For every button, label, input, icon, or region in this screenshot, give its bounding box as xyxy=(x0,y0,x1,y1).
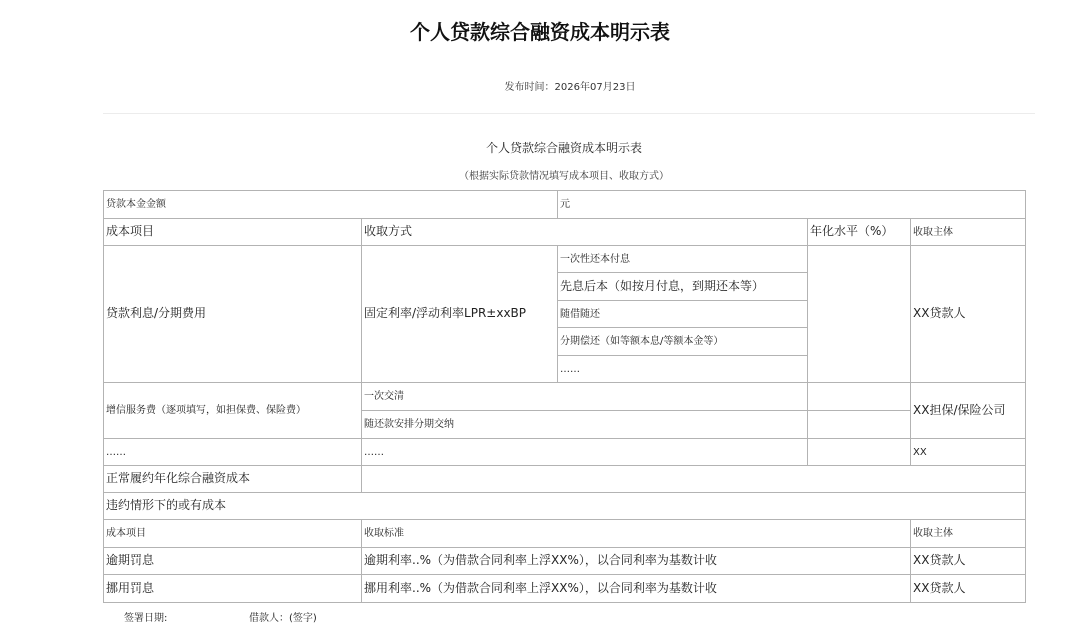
other-annual-rate xyxy=(808,439,911,466)
principal-unit: 元 xyxy=(558,191,1026,219)
penalty-item: 挪用罚息 xyxy=(104,575,362,603)
header-annual-rate: 年化水平（%） xyxy=(808,219,911,246)
page-title: 个人贷款综合融资成本明示表 xyxy=(410,20,670,44)
interest-label: 贷款利息/分期费用 xyxy=(104,246,362,383)
normal-cost-value xyxy=(362,466,1026,493)
interest-rate-type: 固定利率/浮动利率LPR±xxBP xyxy=(362,246,558,383)
credit-fee-option: 一次交清 xyxy=(362,383,808,411)
credit-fee-label: 增信服务费（逐项填写，如担保费、保险费） xyxy=(104,383,362,439)
repayment-option: 先息后本（如按月付息，到期还本等） xyxy=(558,273,808,301)
credit-fee-option: 随还款安排分期交纳 xyxy=(362,411,808,439)
other-method: …… xyxy=(362,439,808,466)
penalty-collector: XX贷款人 xyxy=(911,575,1026,603)
interest-annual-rate xyxy=(808,246,911,383)
credit-fee-collector: XX担保/保险公司 xyxy=(911,383,1026,439)
repayment-option: …… xyxy=(558,356,808,383)
header-cost-item: 成本项目 xyxy=(104,219,362,246)
contingent-header-standard: 收取标准 xyxy=(362,520,911,548)
contingent-cost-label: 违约情形下的或有成本 xyxy=(104,493,1026,520)
repayment-option: 分期偿还（如等额本息/等额本金等） xyxy=(558,328,808,356)
interest-collector: XX贷款人 xyxy=(911,246,1026,383)
repayment-option: 一次性还本付息 xyxy=(558,246,808,273)
other-collector: XX xyxy=(911,439,1026,466)
table-row xyxy=(104,219,1026,246)
table-row xyxy=(104,383,1026,411)
contingent-header-collector: 收取主体 xyxy=(911,520,1026,548)
normal-cost-label: 正常履约年化综合融资成本 xyxy=(104,466,362,493)
divider xyxy=(103,113,1035,114)
penalty-standard: 挪用利率..%（为借款合同利率上浮XX%），以合同利率为基数计收 xyxy=(362,575,911,603)
principal-label: 贷款本金金额 xyxy=(104,191,558,219)
table-row xyxy=(104,191,1026,219)
table-row xyxy=(104,466,1026,493)
table-row xyxy=(104,246,1026,273)
sign-date-label: 签署日期: xyxy=(124,613,168,624)
table-row xyxy=(104,575,1026,603)
penalty-standard: 逾期利率..%（为借款合同利率上浮XX%），以合同利率为基数计收 xyxy=(362,548,911,575)
table-row xyxy=(104,548,1026,575)
credit-fee-annual-rate xyxy=(808,411,911,439)
table-row xyxy=(104,493,1026,520)
other-item: …… xyxy=(104,439,362,466)
cost-disclosure-table xyxy=(103,190,1026,603)
contingent-header-cost-item: 成本项目 xyxy=(104,520,362,548)
repayment-option: 随借随还 xyxy=(558,301,808,328)
borrower-signature-label: 借款人：(签字) xyxy=(249,613,317,624)
penalty-collector: XX贷款人 xyxy=(911,548,1026,575)
table-title: 个人贷款综合融资成本明示表 xyxy=(485,141,642,155)
table-row xyxy=(104,439,1026,466)
header-method: 收取方式 xyxy=(362,219,808,246)
credit-fee-annual-rate xyxy=(808,383,911,411)
header-collector: 收取主体 xyxy=(911,219,1026,246)
table-row xyxy=(104,520,1026,548)
publish-date: 发布时间：2026年07月23日 xyxy=(504,82,636,93)
table-note: （根据实际贷款情况填写成本项目、收取方式） xyxy=(459,171,669,182)
penalty-item: 逾期罚息 xyxy=(104,548,362,575)
